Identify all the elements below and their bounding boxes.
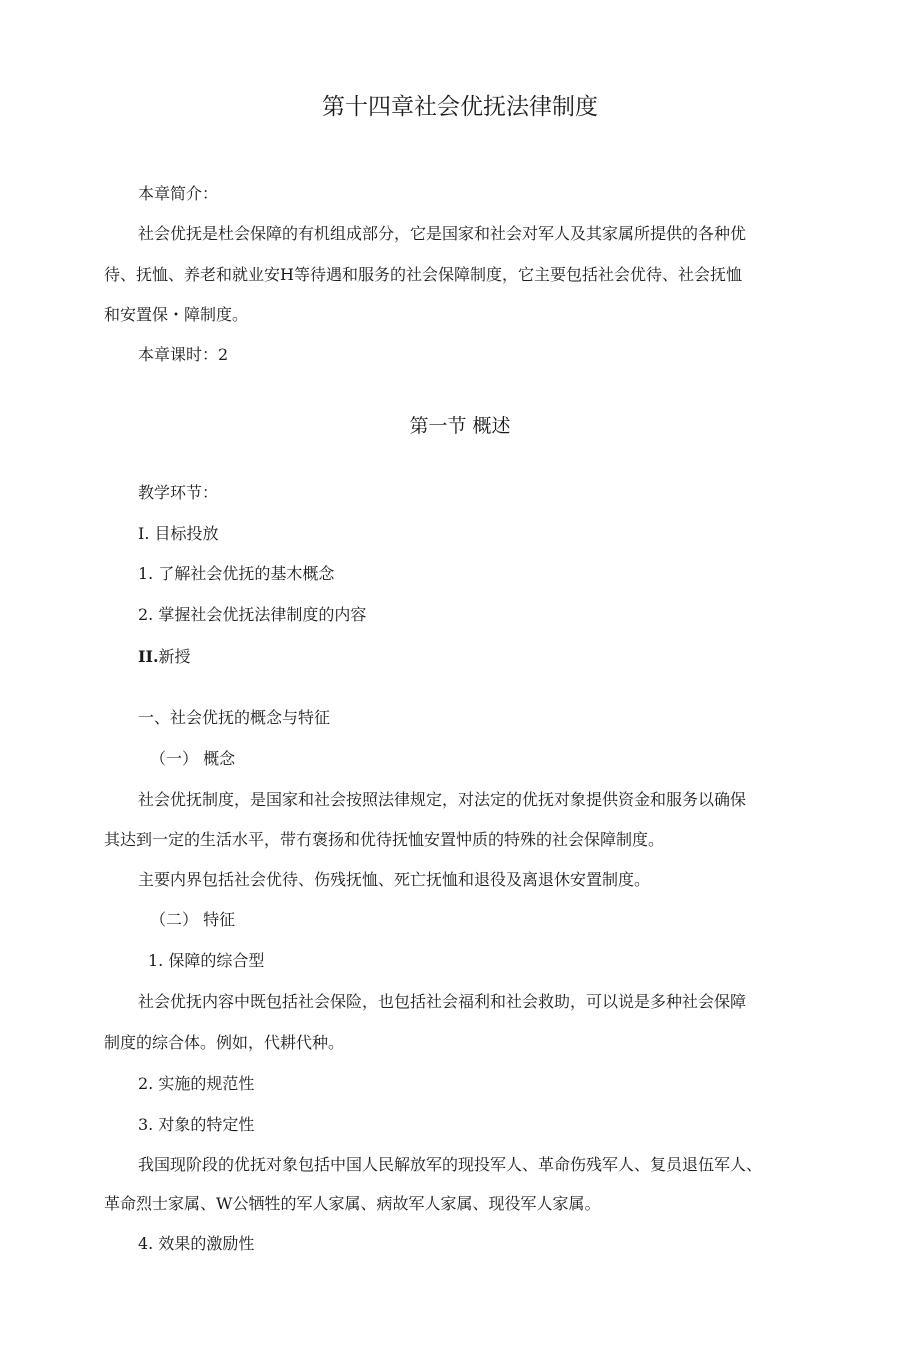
intro-paragraph-line-3: 和安置保・障制度。 — [104, 305, 249, 324]
intro-paragraph-line-2: 待、抚恤、养老和就业安H等待遇和服务的社会保障制度，它主要包括社会优待、社会抚恤 — [104, 265, 742, 284]
teaching-label: 教学环节： — [138, 483, 219, 502]
feature-1-paragraph-line-1: 社会优抚内容中既包括社会保险，也包括社会福利和社会救助，可以说是多种社会保障 — [138, 992, 747, 1011]
goal-heading: I. 目标投放 — [138, 524, 219, 543]
feature-4-heading: 4. 效果的激励性 — [138, 1234, 255, 1253]
feature-subheading: （二） 特征 — [150, 910, 236, 929]
section-title: 第一节 概述 — [409, 415, 511, 437]
concept-paragraph-line-3: 主要内界包括社会优待、伤残抚恤、死亡抚恤和退役及离退休安置制度。 — [138, 870, 651, 889]
chapter-hours: 本章课时：2 — [138, 345, 229, 364]
feature-1-paragraph-line-2: 制度的综合体。例如，代耕代种。 — [104, 1033, 345, 1052]
goal-item-2: 2. 掌握社会优抚法律制度的内容 — [138, 605, 367, 624]
new-teaching-numeral: II. — [138, 647, 159, 666]
concept-subheading: （一） 概念 — [150, 749, 236, 768]
concept-paragraph-line-2: 其达到一定的生活水平，带冇褒扬和优待抚恤安置忡质的特殊的社会保障制度。 — [104, 830, 665, 849]
feature-3-paragraph-line-2: 革命烈士家属、W公牺牲的军人家属、病故军人家属、现役军人家属。 — [104, 1194, 601, 1213]
feature-1-heading: 1. 保障的综合型 — [148, 951, 265, 970]
feature-2-heading: 2. 实施的规范性 — [138, 1074, 255, 1093]
feature-3-heading: 3. 对象的特定性 — [138, 1115, 255, 1134]
new-teaching-heading — [138, 646, 191, 668]
intro-label: 本章简介： — [138, 184, 219, 203]
goal-item-1: 1. 了解社会优抚的基木概念 — [138, 564, 335, 583]
new-teaching-text: 新授 — [158, 647, 191, 666]
feature-3-paragraph-line-1: 我国现阶段的优抚对象包括中国人民解放军的现投军人、革命伤残军人、复员退伍军人、 — [138, 1155, 763, 1174]
part-1-heading: 一、社会优抚的概念与特征 — [138, 708, 331, 727]
chapter-title: 第十四章社会优抚法律制度 — [322, 94, 598, 120]
concept-paragraph-line-1: 社会优抚制度，是国家和社会按照法律规定，对法定的优抚对象提供资金和服务以确保 — [138, 790, 747, 809]
intro-paragraph-line-1: 社会优抚是杜会保障的有机组成部分，它是国家和社会对军人及其家属所提供的各种优 — [138, 224, 747, 243]
